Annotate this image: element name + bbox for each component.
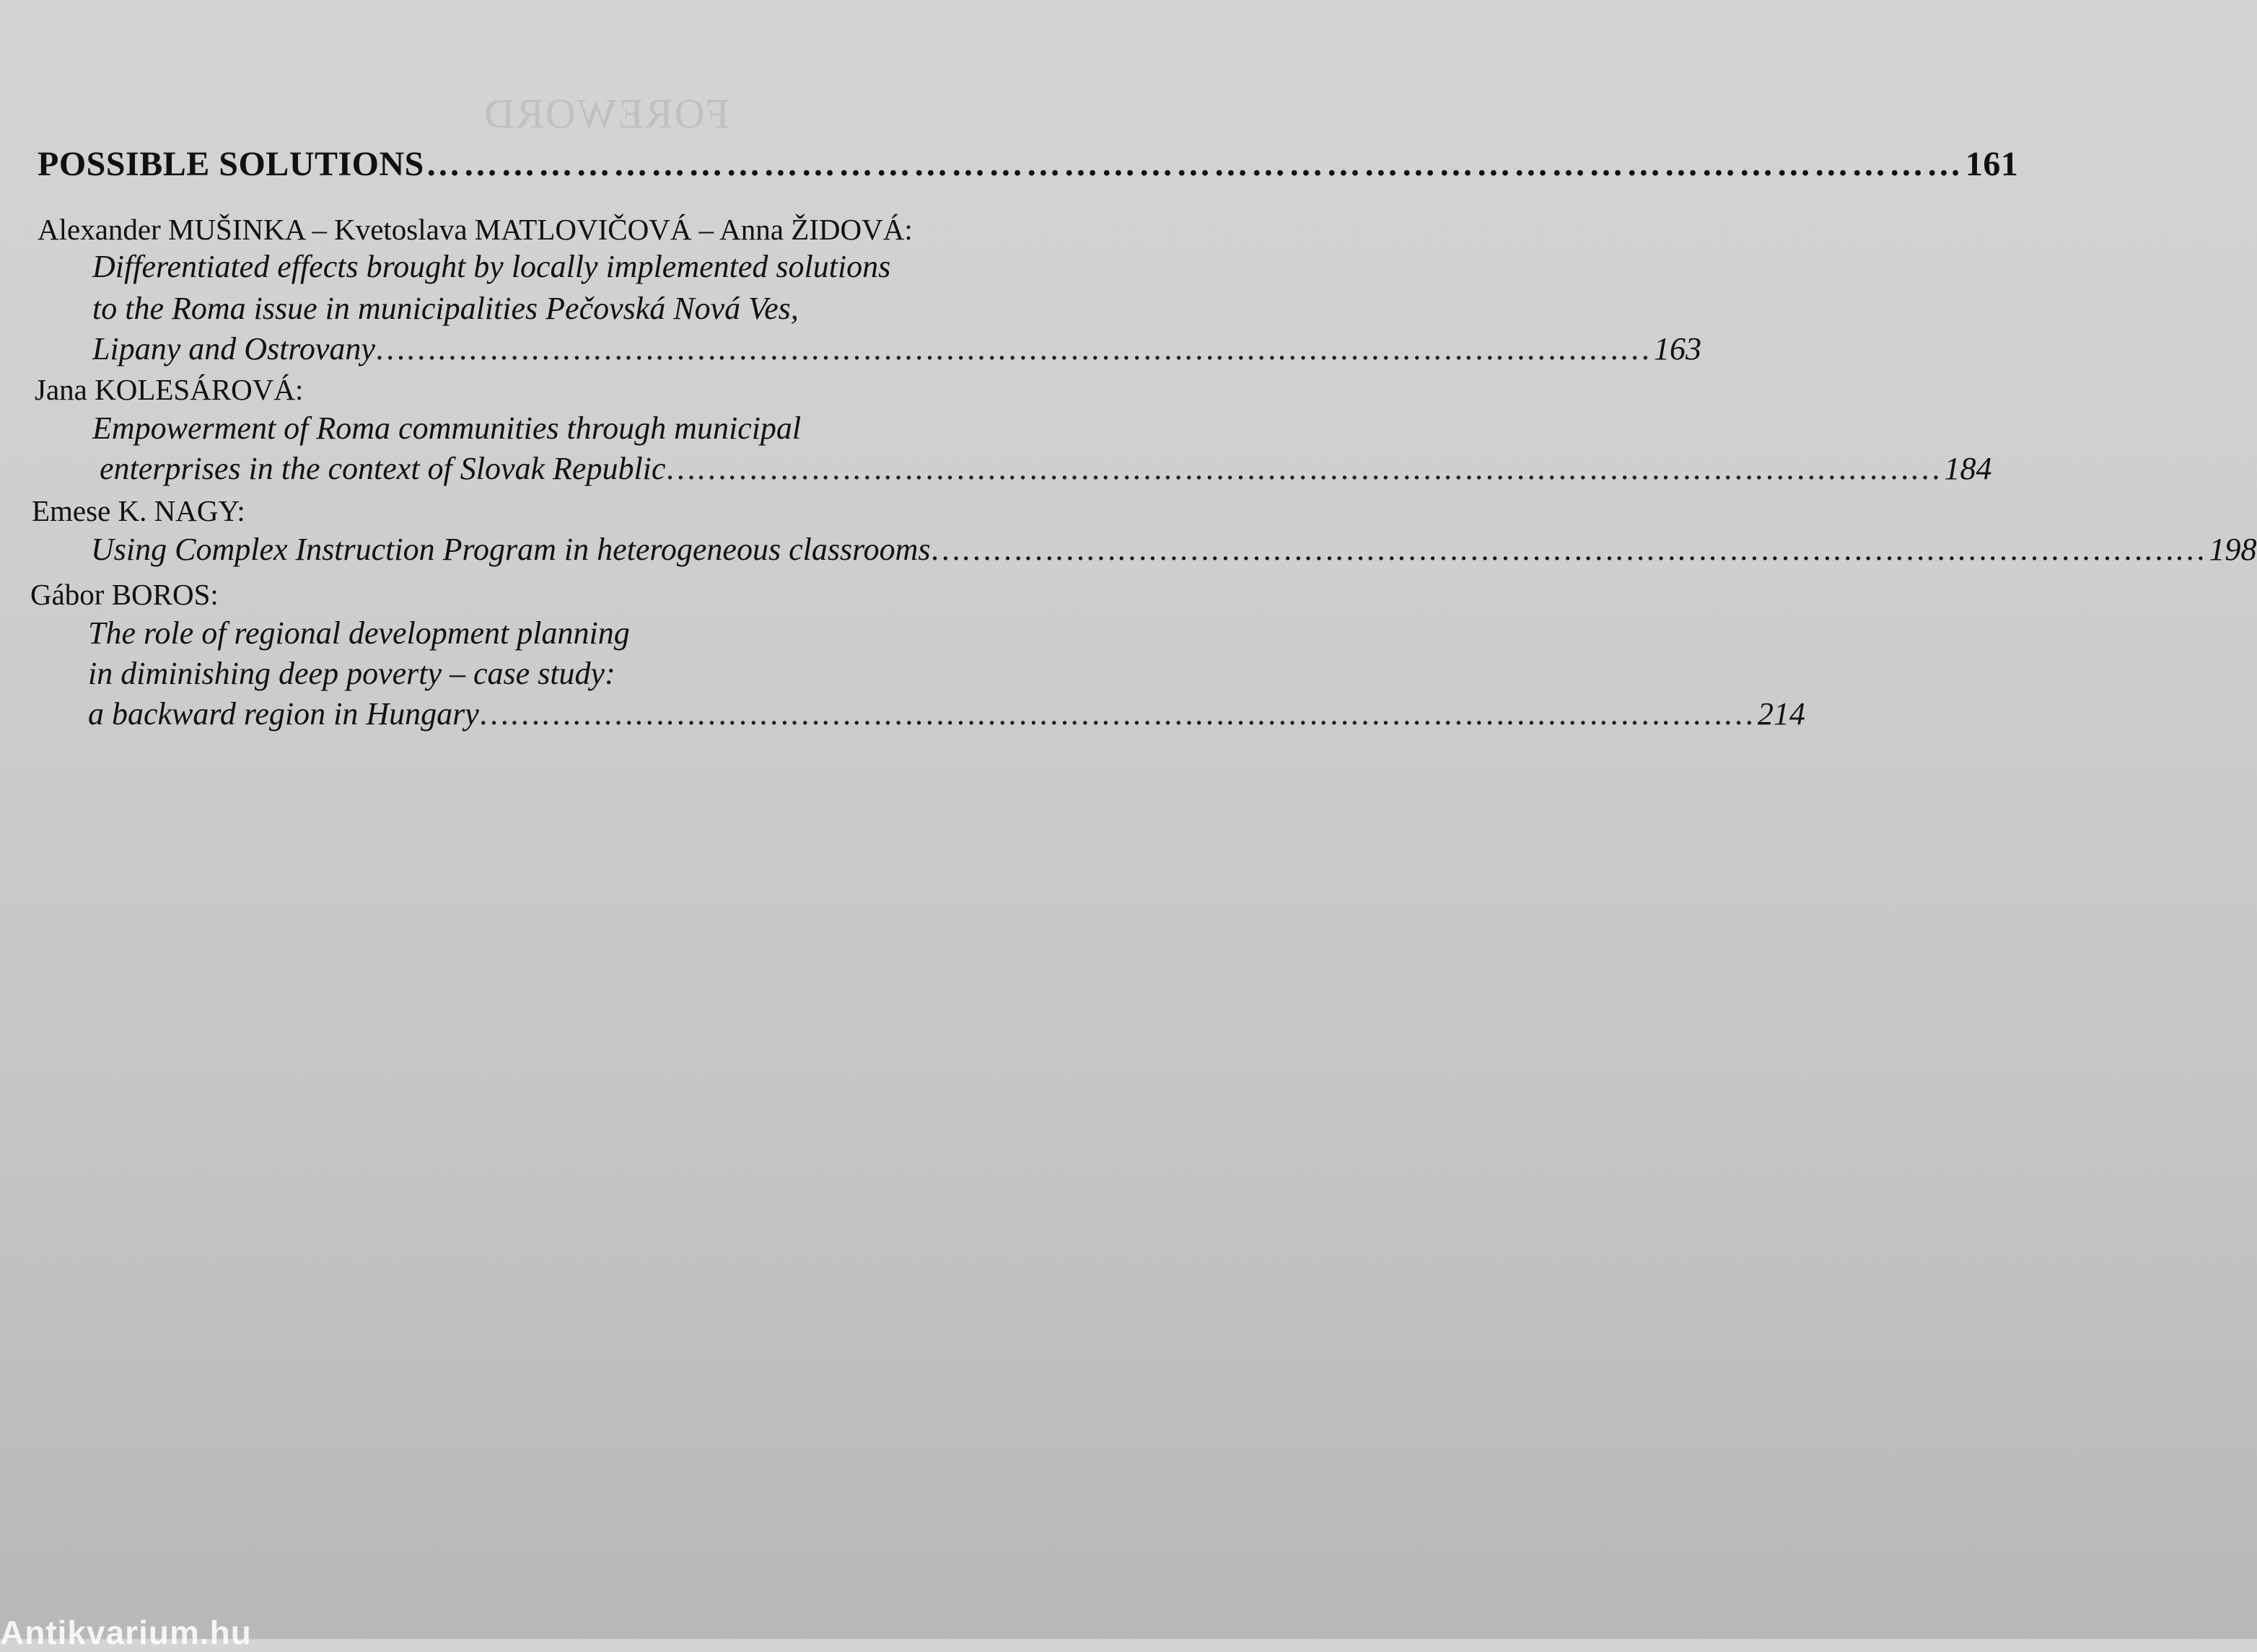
toc-entry-title-last-line bbox=[92, 329, 1701, 369]
toc-entry-page-number: 214 bbox=[1757, 696, 1805, 731]
toc-entry-title-last-line bbox=[91, 530, 2257, 570]
leader-dots: …………………………………………………………………………………………………………… bbox=[425, 145, 1964, 183]
toc-entry-authors: Jana KOLESÁROVÁ: bbox=[35, 373, 304, 406]
toc-entry-title-line: to the Roma issue in municipalities Pečovská Nová Ves, bbox=[92, 291, 799, 326]
toc-entry-title-line: Using Complex Instruction Program in heterogeneous classrooms bbox=[91, 532, 931, 567]
section-page-number: 161 bbox=[1965, 145, 2019, 183]
leader-dots: …………………………………………………………………………………………………………… bbox=[932, 532, 2208, 567]
toc-entry-title-line: Empowerment of Roma communities through municipal bbox=[92, 410, 802, 446]
toc-entry-authors: Gábor BOROS: bbox=[30, 578, 219, 611]
toc-entry-title-line: The role of regional development planning bbox=[88, 615, 630, 651]
leader-dots: …………………………………………………………………………………………………………… bbox=[667, 451, 1943, 486]
toc-entry-title-line: enterprises in the context of Slovak Republic bbox=[100, 451, 666, 486]
toc-section-heading bbox=[38, 144, 2019, 185]
toc-entry-title-last-line bbox=[88, 694, 1805, 734]
toc-entry-title-line: Lipany and Ostrovany bbox=[92, 331, 375, 366]
toc-entry-title-line: Differentiated effects brought by locally implemented solutions bbox=[92, 249, 891, 284]
toc-entry-title-last-line bbox=[100, 449, 1992, 489]
toc-entry-title-line: in diminishing deep poverty – case study: bbox=[88, 656, 615, 691]
toc-entry-authors: Emese K. NAGY: bbox=[32, 494, 245, 527]
toc-entry-authors: Alexander MUŠINKA – Kvetoslava MATLOVIČOVÁ – Anna ŽIDOVÁ: bbox=[38, 213, 913, 246]
toc-entry-page-number: 198 bbox=[2209, 532, 2257, 567]
watermark: Antikvarium.hu bbox=[0, 1614, 252, 1651]
toc-entry-page-number: 163 bbox=[1653, 331, 1701, 366]
toc-entry-title-line: a backward region in Hungary bbox=[88, 696, 479, 731]
leader-dots: …………………………………………………………………………………………………………… bbox=[480, 696, 1756, 731]
leader-dots: …………………………………………………………………………………………………………… bbox=[376, 331, 1652, 366]
toc-entry-page-number: 184 bbox=[1944, 451, 1992, 486]
section-heading-text: POSSIBLE SOLUTIONS bbox=[38, 145, 424, 183]
bleed-through-title: FOREWORD bbox=[483, 90, 729, 137]
